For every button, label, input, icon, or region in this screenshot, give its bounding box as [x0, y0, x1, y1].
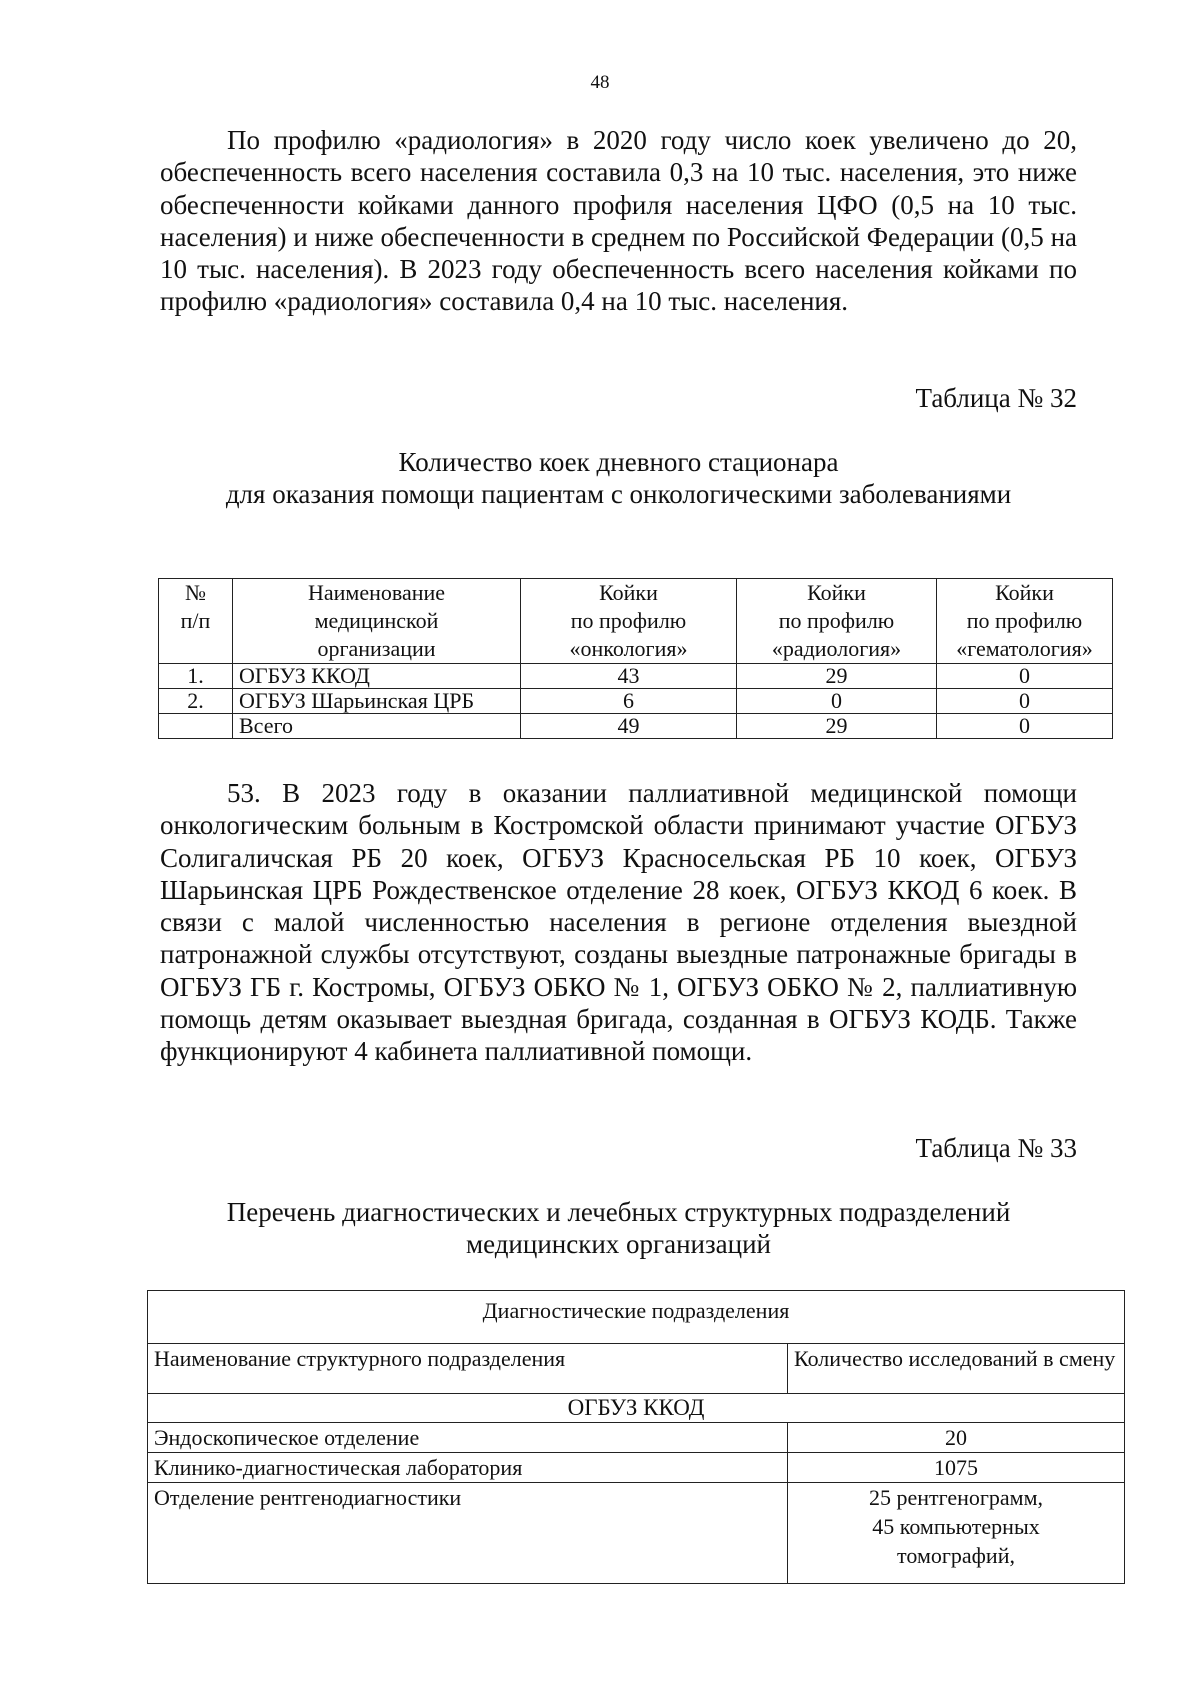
- header-number: [159, 579, 233, 664]
- table-32-title-line2: для оказания помощи пациентам с онкологическими заболеваниями: [225, 479, 1012, 509]
- unit-name: Эндоскопическое отделение: [148, 1423, 788, 1453]
- header-oncology-line3: «онкология»: [569, 636, 688, 661]
- day-hospital-beds-table: [158, 578, 1113, 739]
- row-number: 1.: [159, 664, 233, 689]
- header-hematology: [937, 579, 1113, 664]
- table-32-title-line1: Количество коек дневного стационара: [398, 447, 839, 477]
- table-32-header-row: [159, 579, 1113, 664]
- unit-qty: [788, 1483, 1125, 1584]
- header-hematology-line3: «гематология»: [956, 636, 1093, 661]
- table-33-title-line1: Перечень диагностических и лечебных структурных подразделений: [226, 1197, 1011, 1227]
- unit-name: Клинико-диагностическая лаборатория: [148, 1453, 788, 1483]
- table-row: [159, 664, 1113, 689]
- table-33-label: Таблица № 33: [915, 1133, 1077, 1163]
- unit-qty: 1075: [788, 1453, 1125, 1483]
- header-hematology-line2: по профилю: [966, 608, 1083, 633]
- header-org-line2: медицинской: [314, 608, 439, 633]
- header-radiology-line2: по профилю: [778, 608, 895, 633]
- row-hematology: 0: [937, 714, 1113, 739]
- diagnostic-units-table: [147, 1290, 1125, 1584]
- header-hematology-line1: Койки: [995, 580, 1054, 605]
- section-header: Диагностические подразделения: [148, 1291, 1125, 1344]
- table-row-total: [159, 714, 1113, 739]
- row-radiology: 29: [737, 664, 937, 689]
- table-32-label: Таблица № 32: [915, 383, 1077, 413]
- page-number: 48: [590, 72, 610, 93]
- row-number: [159, 714, 233, 739]
- table-33-title-line2: медицинских организаций: [465, 1229, 771, 1259]
- unit-qty-line1: 25 рентгенограмм,: [868, 1485, 1044, 1510]
- header-radiology-line1: Койки: [807, 580, 866, 605]
- header-radiology: [737, 579, 937, 664]
- row-number: 2.: [159, 689, 233, 714]
- header-org-line3: организации: [317, 636, 436, 661]
- table-33-section-row: [148, 1291, 1125, 1344]
- table-32-title: [160, 446, 1077, 510]
- header-studies-per-shift: Количество исследований в смену: [788, 1344, 1125, 1394]
- paragraph-radiology: По профилю «радиология» в 2020 году число коек увеличено до 20, обеспеченность всего населения составила 0,3 на 10 тыс. населения, это ниже обеспеченности койками данного профиля населения ЦФО (0,5 на 10 тыс. населения) и ниже обеспеченности в среднем по Российской Федерации (0,5 на 10 тыс. населения). В 2023 году обеспеченность всего населения койками по профилю «радиология» составила 0,4 на 10 тыс. населения.: [160, 125, 1077, 317]
- row-oncology: 49: [521, 714, 737, 739]
- row-hematology: 0: [937, 689, 1113, 714]
- header-unit-name: Наименование структурного подразделения: [148, 1344, 788, 1394]
- header-number-line1: №: [185, 580, 206, 605]
- header-radiology-line3: «радиология»: [771, 636, 902, 661]
- unit-qty: 20: [788, 1423, 1125, 1453]
- table-row: [148, 1423, 1125, 1453]
- header-number-line2: п/п: [180, 608, 211, 633]
- row-radiology: 29: [737, 714, 937, 739]
- table-row: [148, 1483, 1125, 1584]
- header-oncology: [521, 579, 737, 664]
- header-oncology-line1: Койки: [599, 580, 658, 605]
- paragraph-palliative-care: 53. В 2023 году в оказании паллиативной медицинской помощи онкологическим больным в Костромской области принимают участие ОГБУЗ Солигаличская РБ 20 коек, ОГБУЗ Красносельская РБ 10 коек, ОГБУЗ Шарьинская ЦРБ Рождественское отделение 28 коек, ОГБУЗ ККОД 6 коек. В связи с малой численностью населения в регионе отделения выездной патронажной службы отсутствуют, созданы выездные патронажные бригады в ОГБУЗ ГБ г. Костромы, ОГБУЗ ОБКО № 1, ОГБУЗ ОБКО № 2, паллиативную помощь детям оказывает выездная бригада, созданная в ОГБУЗ КОДБ. Также функционируют 4 кабинета паллиативной помощи.: [160, 778, 1077, 1067]
- header-oncology-line2: по профилю: [570, 608, 687, 633]
- table-33-title: [160, 1196, 1077, 1260]
- table-row: [159, 689, 1113, 714]
- table-33-org-row: [148, 1394, 1125, 1423]
- row-org-name: ОГБУЗ ККОД: [233, 664, 521, 689]
- header-org-name: [233, 579, 521, 664]
- unit-qty-line2: 45 компьютерных: [872, 1514, 1040, 1539]
- unit-qty-line3: томографий,: [897, 1543, 1015, 1568]
- row-org-name: ОГБУЗ Шарьинская ЦРБ: [233, 689, 521, 714]
- row-hematology: 0: [937, 664, 1113, 689]
- row-org-name: Всего: [233, 714, 521, 739]
- row-radiology: 0: [737, 689, 937, 714]
- table-33-header-row: [148, 1344, 1125, 1394]
- org-name: ОГБУЗ ККОД: [148, 1394, 1125, 1423]
- row-oncology: 43: [521, 664, 737, 689]
- table-row: [148, 1453, 1125, 1483]
- header-org-line1: Наименование: [307, 580, 446, 605]
- unit-name: Отделение рентгенодиагностики: [148, 1483, 788, 1584]
- row-oncology: 6: [521, 689, 737, 714]
